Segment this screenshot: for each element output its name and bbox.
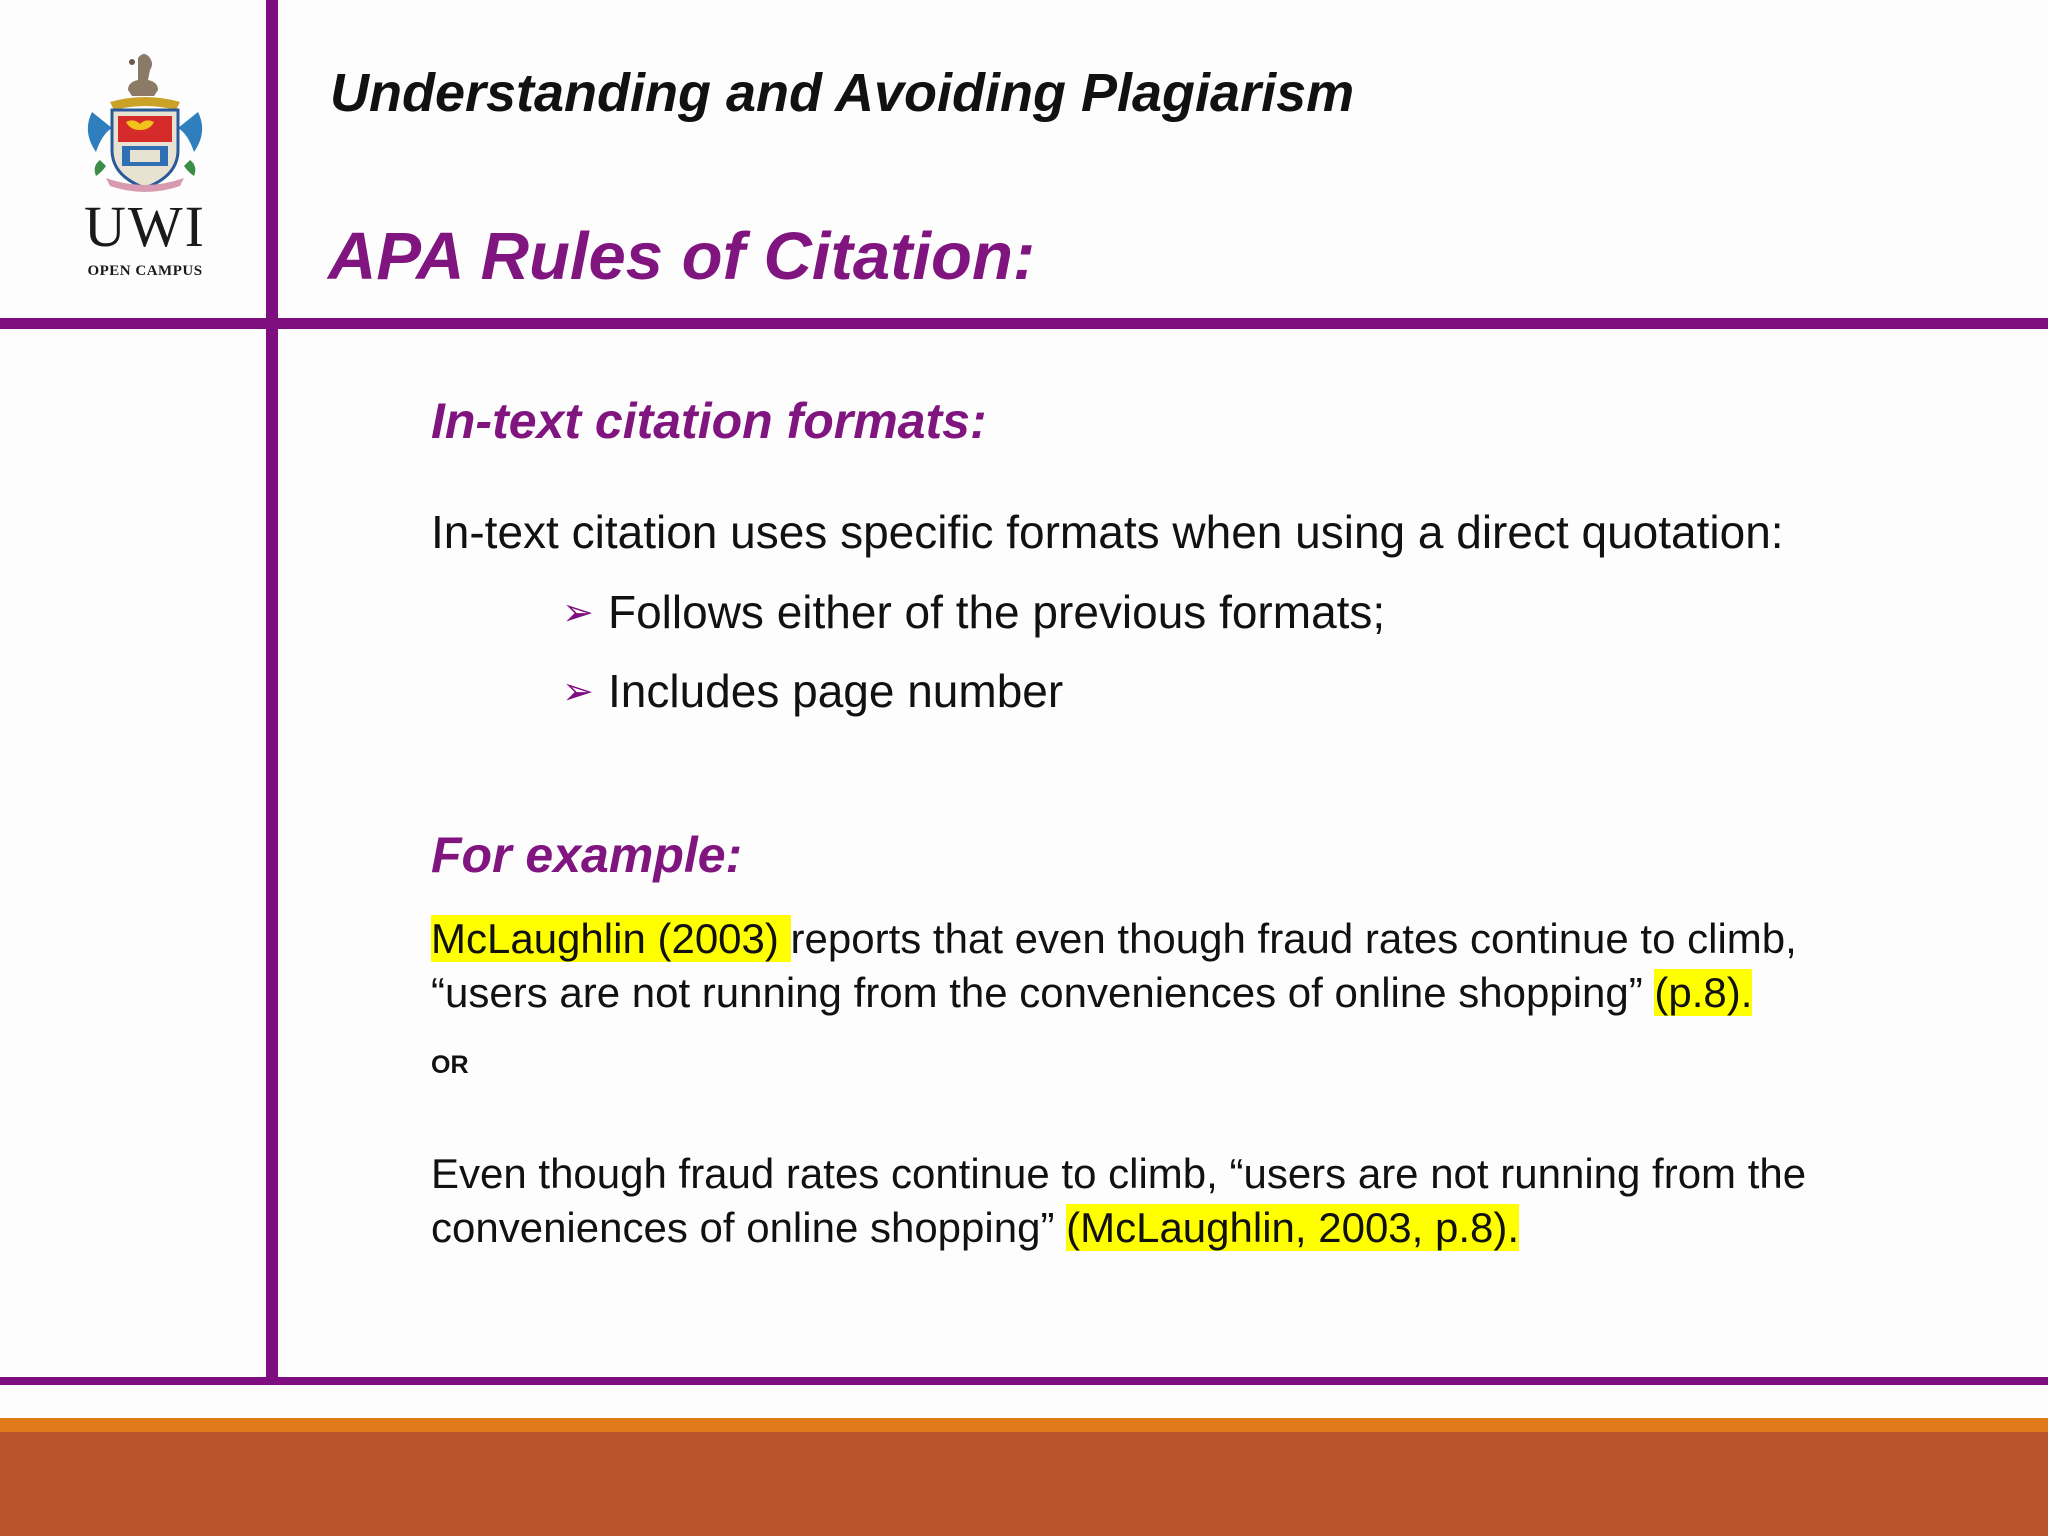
example-1-line-2: [431, 966, 1797, 1020]
bullet-text: Follows either of the previous formats;: [608, 586, 1386, 638]
bullet-text: Includes page number: [608, 665, 1064, 717]
uwi-logo: [70, 50, 220, 290]
header-divider: [0, 318, 2048, 329]
example-heading: For example:: [431, 827, 743, 883]
slide-title: APA Rules of Citation:: [328, 219, 1036, 294]
example-1-line-1: [431, 912, 1797, 966]
section-heading: In-text citation formats:: [431, 393, 987, 449]
example-1-text: reports that even though fraud rates continue to climb,: [790, 915, 1797, 962]
footer-band: [0, 1432, 2048, 1536]
arrow-bullet-icon: ➢: [562, 671, 594, 713]
highlighted-citation: McLaughlin (2003): [431, 915, 791, 962]
intro-text: In-text citation uses specific formats when using a direct quotation:: [431, 506, 1784, 558]
course-title: Understanding and Avoiding Plagiarism: [330, 63, 1355, 123]
or-separator: OR: [431, 1051, 469, 1079]
bullet-item: [562, 664, 1063, 718]
logo-subtitle: OPEN CAMPUS: [87, 263, 203, 279]
example-paragraph-1: [431, 912, 1797, 1020]
highlighted-page-ref: (p.8).: [1654, 969, 1753, 1016]
example-2-line-2: [431, 1201, 1806, 1255]
footer-divider: [0, 1377, 2048, 1385]
logo-wordmark: UWI: [84, 194, 206, 259]
bullet-item: [562, 585, 1385, 639]
example-2-quote: conveniences of online shopping”: [431, 1204, 1067, 1251]
example-2-line-1: Even though fraud rates continue to climb, “users are not running from the: [431, 1150, 1807, 1197]
arrow-bullet-icon: ➢: [562, 592, 594, 634]
example-1-quote: “users are not running from the conveniences of online shopping”: [431, 969, 1655, 1016]
example-paragraph-2: [431, 1147, 1806, 1255]
highlighted-citation: (McLaughlin, 2003, p.8).: [1066, 1204, 1520, 1251]
vertical-divider: [266, 0, 278, 1384]
footer-stripe-orange: [0, 1418, 2048, 1432]
coat-of-arms-icon: [70, 50, 220, 195]
